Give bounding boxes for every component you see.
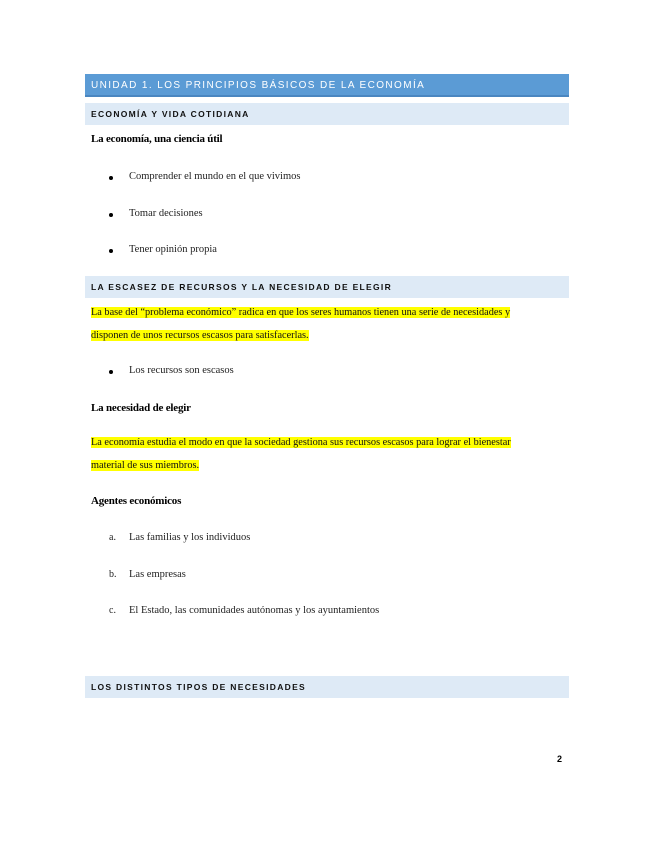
bullet-text: Los recursos son escasos [129,365,234,376]
list-text: Las empresas [129,569,186,580]
subheading-necesidad-elegir: La necesidad de elegir [91,402,191,414]
list-text: Las familias y los individuos [129,532,251,543]
list-text: El Estado, las comunidades autónomas y los ayuntamientos [129,605,380,616]
section-heading-economia-vida: ECONOMÍA Y VIDA COTIDIANA [85,103,569,125]
bullet-dot [109,213,113,217]
bullet-dot [109,370,113,374]
subheading-ciencia-util: La economía, una ciencia útil [91,133,223,145]
subheading-agentes: Agentes económicos [91,495,182,507]
list-marker: c. [109,605,116,616]
section-heading-tipos-necesidades: LOS DISTINTOS TIPOS DE NECESIDADES [85,676,569,698]
bullet-text: Tener opinión propia [129,244,217,255]
highlighted-line: La base del “problema económico” radica en que los seres humanos tienen una serie de necesidades y [91,307,511,318]
paragraph-economia-estudia [91,431,571,477]
section-heading-escasez: LA ESCASEZ DE RECURSOS Y LA NECESIDAD DE ELEGIR [85,276,569,298]
highlighted-line: La economía estudia el modo en que la sociedad gestiona sus recursos escasos para lograr el bienestar [91,437,511,448]
highlighted-line: disponen de unos recursos escasos para satisfacerlas. [91,330,309,341]
page-number: 2 [557,754,563,764]
highlighted-line: material de sus miembros. [91,460,200,471]
list-marker: a. [109,532,116,543]
list-marker: b. [109,569,117,580]
bullet-dot [109,176,113,180]
paragraph-problema-economico [91,301,571,347]
bullet-text: Comprender el mundo en el que vivimos [129,171,301,182]
bullet-dot [109,249,113,253]
bullet-text: Tomar decisiones [129,208,203,219]
unit-title: UNIDAD 1. LOS PRINCIPIOS BÁSICOS DE LA ECONOMÍA [85,74,569,97]
